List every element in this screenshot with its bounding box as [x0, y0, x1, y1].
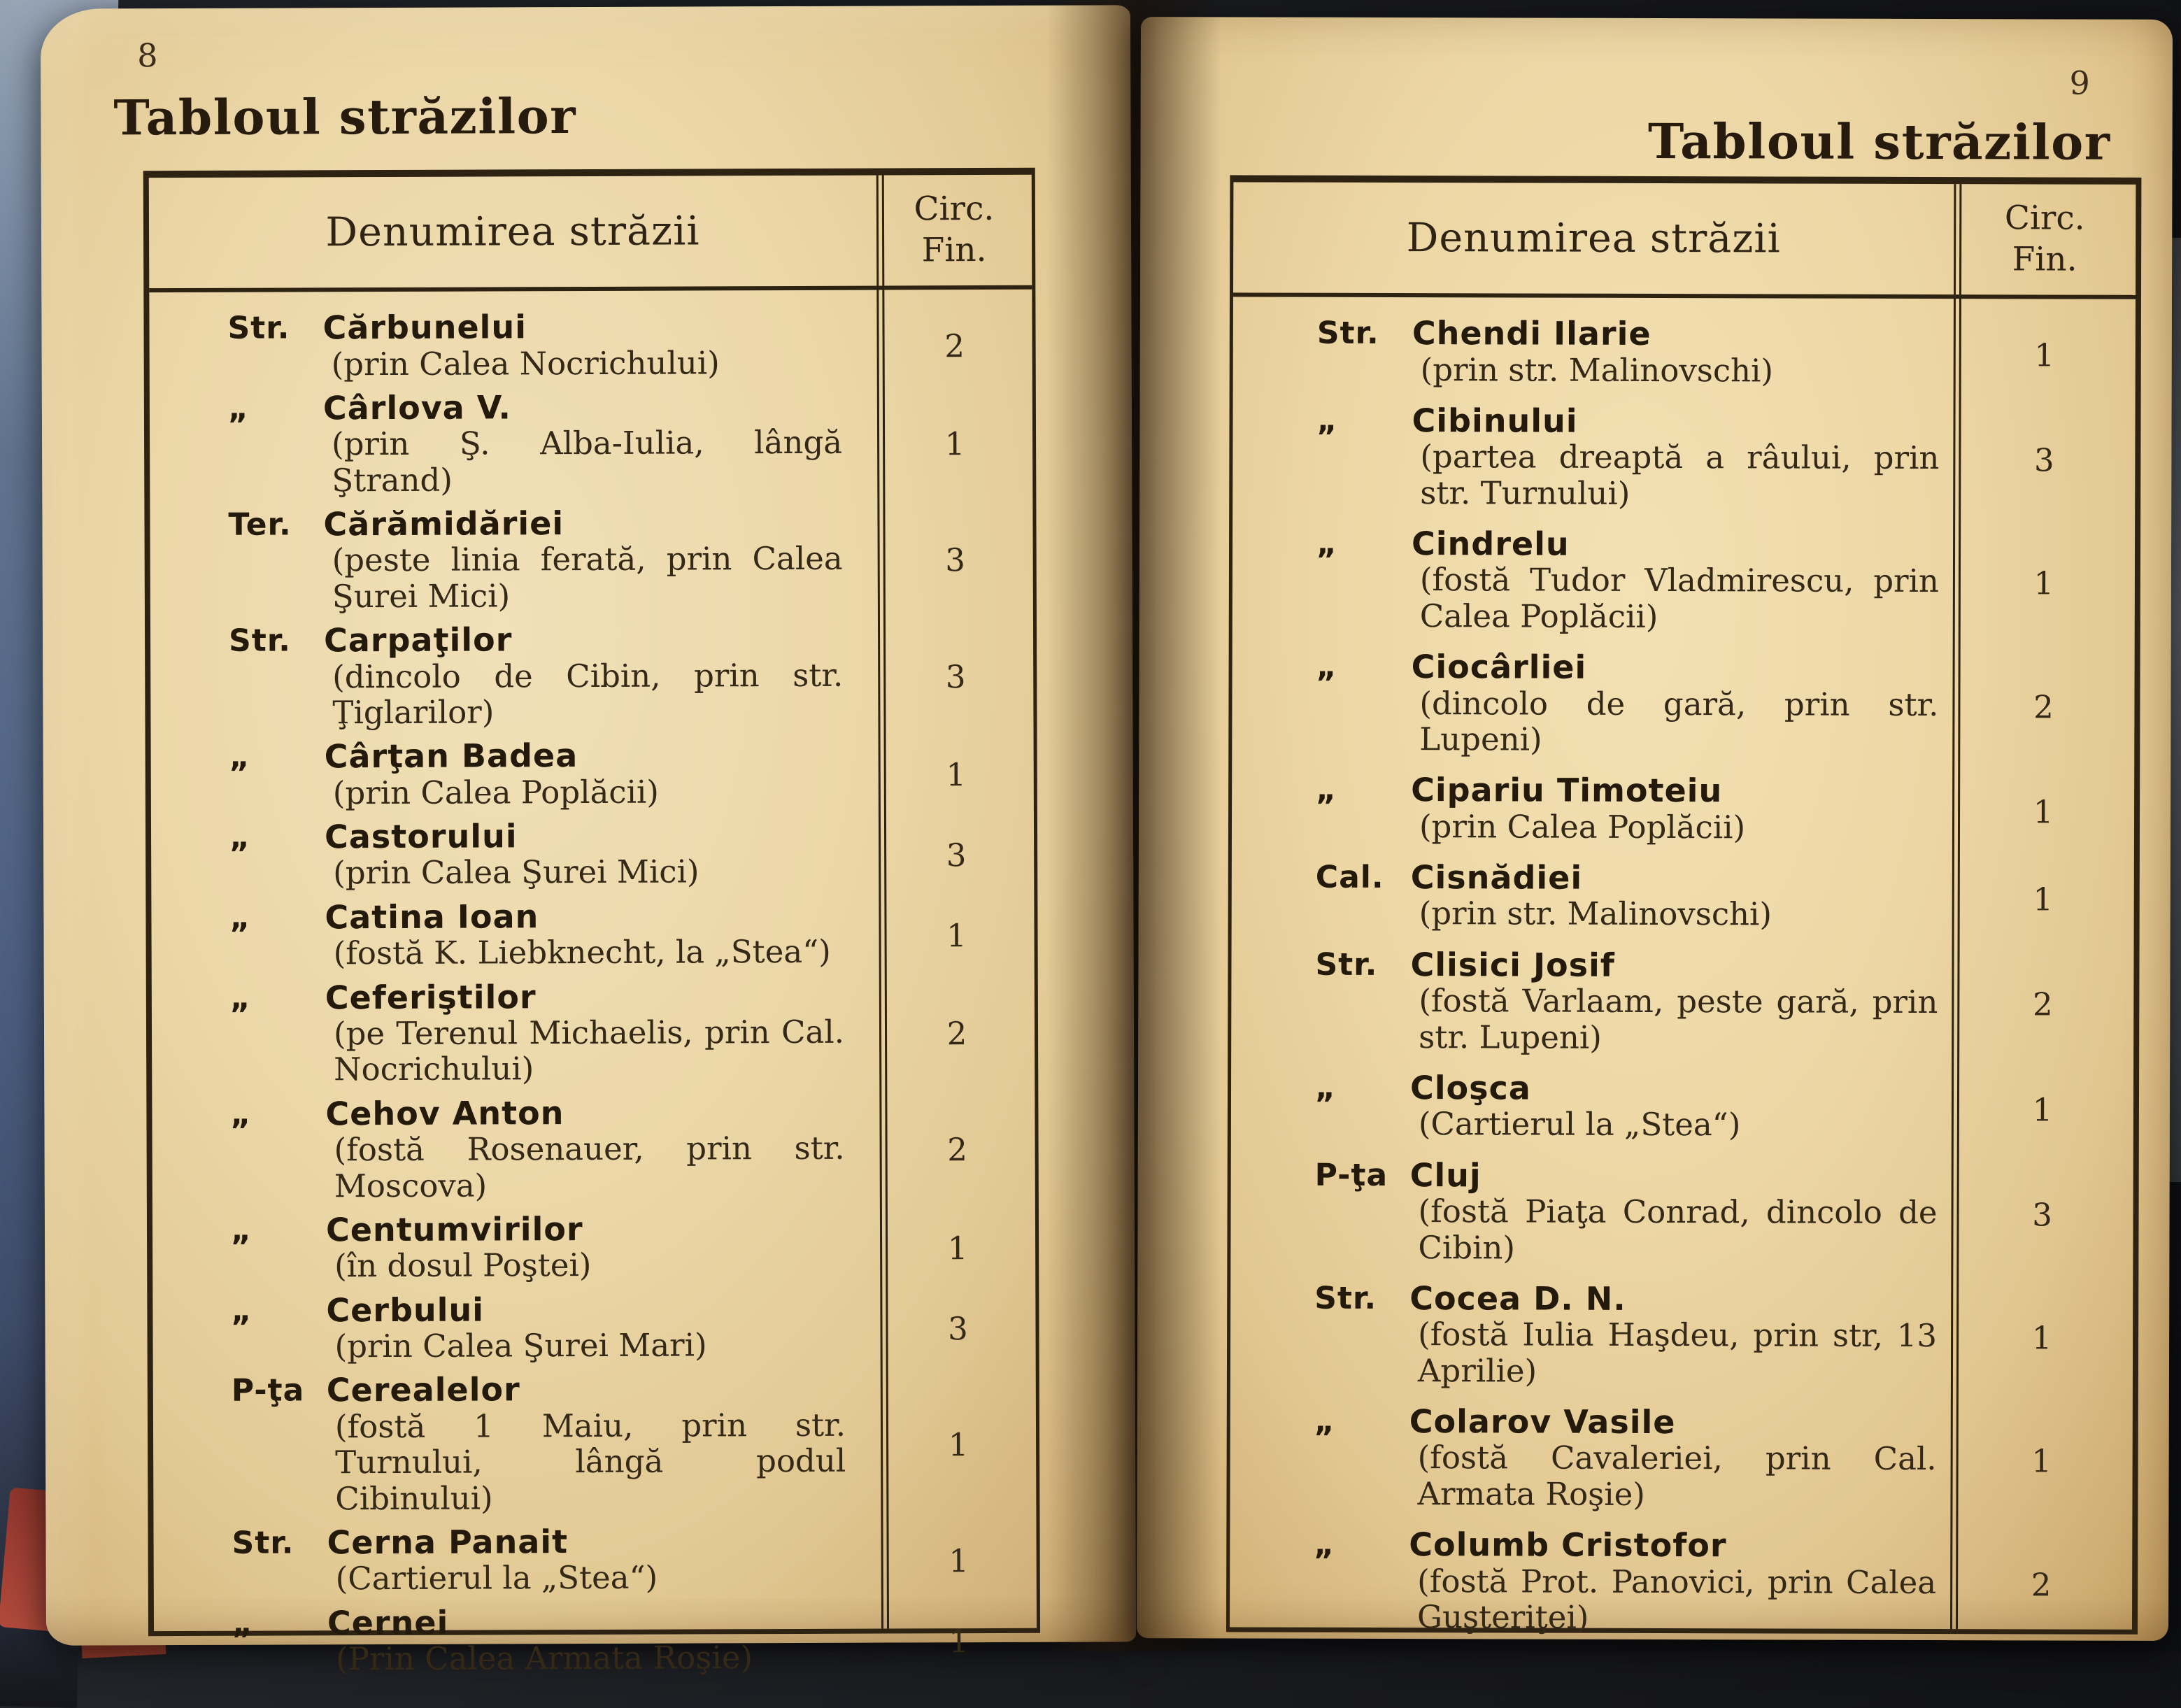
street-entry-main: [1232, 648, 1952, 758]
street-name: Castorului: [324, 817, 518, 856]
street-name: Chendi Ilarie: [1412, 314, 1651, 353]
street-entry: [1230, 1280, 2133, 1390]
street-entry-text: [1412, 526, 1953, 635]
street-description: (prin Calea Şurei Mari): [334, 1326, 707, 1365]
street-entry-main: [152, 1210, 880, 1284]
street-entry-text: [1411, 649, 1952, 758]
street-entry-text: [1409, 1404, 1950, 1513]
street-entry-main: [150, 388, 878, 499]
table-body: [1230, 297, 2136, 1636]
street-description: (prin Ş. Alba-Iulia, lângă Ştrand): [332, 424, 843, 499]
street-entry-text: [1410, 947, 1952, 1056]
district-number: 3: [945, 541, 966, 579]
table-header-row: [1233, 182, 2136, 299]
street-description: (dincolo de gară, prin str. Lupeni): [1419, 684, 1939, 758]
street-entry: [1232, 402, 2135, 512]
street-type-abbrev: P-ţa: [1314, 1157, 1388, 1193]
street-entry-text: [325, 737, 879, 811]
street-type-abbrev: Cal.: [1315, 859, 1384, 895]
street-entry-main: [1232, 859, 1952, 933]
street-entry-main: [151, 897, 879, 972]
street-entry: [154, 1602, 1037, 1677]
page-number: 8: [137, 36, 158, 75]
district-number: 3: [946, 836, 967, 874]
street-type-abbrev: „: [1316, 648, 1337, 685]
district-number: 2: [2033, 688, 2054, 726]
street-entry-text: [327, 1523, 881, 1597]
street-description: (fostă Tudor Vladmirescu, prin Calea Poplăcii): [1419, 561, 1939, 635]
street-description: (fostă K. Liebknecht, la „Stea“): [333, 933, 831, 972]
street-description: (fostă Rosenauer, prin str. Moscova): [334, 1129, 845, 1204]
street-type-abbrev: „: [231, 1293, 253, 1329]
street-entry: [1232, 772, 2134, 846]
street-entry: [152, 977, 1035, 1088]
street-entry: [150, 620, 1034, 732]
street-name: Carpaţilor: [323, 620, 513, 660]
street-description: (dincolo de Cibin, prin str. Ţiglarilor): [332, 656, 844, 732]
street-entry-main: [150, 504, 878, 615]
street-description: (prin str. Malinovschi): [1420, 350, 1774, 389]
street-name: Ciocârliei: [1411, 648, 1587, 686]
street-entry: [153, 1370, 1037, 1517]
district-number: 1: [2033, 881, 2054, 918]
street-entry: [151, 736, 1034, 811]
street-entry: [1230, 1157, 2133, 1267]
street-name: Cibinului: [1412, 401, 1578, 440]
street-name: Ceferiştilor: [325, 977, 537, 1016]
street-name: Cârlova V.: [322, 388, 512, 427]
street-type-abbrev: „: [230, 1212, 253, 1248]
column-header-circ-line2: Fin.: [921, 231, 987, 270]
street-entry: [1232, 525, 2135, 635]
street-description: (prin str. Malinovschi): [1419, 895, 1772, 933]
street-type-abbrev: Str.: [228, 622, 292, 659]
page-title: Tabloul străzilor: [1647, 113, 2111, 171]
district-number: 1: [2033, 793, 2054, 831]
street-name: Cloşca: [1409, 1068, 1531, 1107]
district-number: 1: [946, 916, 967, 954]
district-number: 2: [2032, 985, 2053, 1023]
district-number: 1: [949, 1542, 969, 1579]
street-entry: [1230, 1403, 2132, 1513]
street-description: (pe Terenul Michaelis, prin Cal. Nocrichului): [333, 1013, 845, 1088]
column-header-circ-line2: Fin.: [2012, 240, 2077, 279]
street-entry-main: [152, 1094, 880, 1204]
street-entry-main: [1230, 1526, 1950, 1636]
streets-table: [1226, 175, 2141, 1634]
street-entry-text: [323, 504, 878, 614]
street-description: (fostă 1 Maiu, prin str. Turnului, lângă podul Cibinului): [334, 1406, 846, 1517]
street-entry: [1232, 859, 2134, 933]
column-header-street-name: Denumirea străzii: [325, 208, 700, 256]
street-entry-text: [324, 621, 879, 731]
street-description: (fostă Varlaam, peste gară, prin str. Lupeni): [1419, 982, 1938, 1056]
street-entry-text: [1412, 403, 1953, 512]
street-name: Clisici Josif: [1410, 945, 1615, 984]
street-entry-main: [151, 818, 879, 892]
street-entry: [1233, 315, 2136, 389]
street-entry-text: [325, 897, 879, 972]
street-entry-main: [1232, 525, 1953, 635]
district-number: 2: [944, 327, 965, 365]
street-name: Centumvirilor: [325, 1209, 583, 1249]
street-description: (în dosul Poştei): [334, 1246, 592, 1285]
street-entry: [151, 817, 1034, 892]
district-number: 1: [946, 756, 967, 794]
street-entry-text: [1412, 315, 1954, 389]
street-entry: [1232, 648, 2134, 758]
street-name: Colarov Vasile: [1409, 1402, 1676, 1441]
street-description: (partea dreaptă a râului, prin str. Turnului): [1420, 438, 1940, 512]
street-entry-text: [326, 1290, 880, 1365]
street-description: (fostă Piaţa Conrad, dincolo de Cibin): [1418, 1193, 1938, 1266]
street-entry-text: [1409, 1281, 1951, 1390]
street-description: (Cartierul la „Stea“): [1418, 1105, 1741, 1144]
street-type-abbrev: Str.: [1315, 946, 1378, 983]
street-entry-main: [1231, 946, 1952, 1056]
street-type-abbrev: „: [230, 1096, 252, 1132]
district-number: 2: [947, 1131, 968, 1169]
district-number: 1: [948, 1425, 969, 1463]
column-header-circ-line1: Circ.: [2004, 199, 2085, 238]
street-type-abbrev: „: [232, 1605, 253, 1642]
street-name: Cluj: [1409, 1155, 1482, 1195]
street-entry-text: [1411, 772, 1952, 846]
page-number: 9: [2069, 64, 2090, 102]
street-type-abbrev: Str.: [1314, 1280, 1377, 1316]
street-entry-text: [323, 388, 878, 498]
street-description: (prin Calea Poplăcii): [332, 773, 660, 811]
street-entry: [152, 1093, 1035, 1204]
column-header-district: [876, 175, 1032, 286]
street-description: (fostă Iulia Haşdeu, prin str, 13 Aprilie): [1417, 1316, 1938, 1390]
street-description: (prin Calea Şurei Mici): [333, 853, 699, 892]
street-entry-text: [325, 818, 879, 892]
street-entry: [150, 388, 1033, 499]
district-number: 1: [2031, 1319, 2052, 1357]
street-entry: [152, 1290, 1035, 1365]
street-name: Cerbului: [326, 1290, 485, 1329]
street-entry-text: [1411, 860, 1952, 933]
street-type-abbrev: „: [229, 899, 251, 936]
street-entry-text: [326, 1210, 880, 1284]
district-number: 1: [2031, 1442, 2052, 1480]
district-number: 3: [2033, 441, 2054, 479]
street-entry: [151, 897, 1034, 972]
street-entry: [1231, 946, 2133, 1056]
column-header-street-name: Denumirea străzii: [1406, 215, 1781, 262]
page-title: Tabloul străzilor: [113, 88, 577, 147]
street-name: Cărbunelui: [322, 308, 527, 347]
street-name: Cehov Anton: [325, 1093, 564, 1133]
street-description: (prin Calea Poplăcii): [1419, 807, 1746, 846]
street-type-abbrev: „: [1316, 771, 1337, 808]
street-name: Cârţan Badea: [324, 736, 578, 776]
street-type-abbrev: Ter.: [228, 506, 292, 543]
book-page-left: [41, 5, 1136, 1678]
street-entry-main: [1230, 1157, 1951, 1267]
street-name: Columb Cristofor: [1409, 1525, 1727, 1565]
column-header-circ-line1: Circ.: [914, 190, 995, 229]
table-body: [149, 290, 1037, 1678]
district-number: 2: [946, 1015, 967, 1053]
street-type-abbrev: „: [1316, 525, 1338, 562]
street-entry-text: [322, 308, 876, 383]
street-entry-main: [1230, 1403, 1950, 1513]
street-type-abbrev: „: [1314, 1069, 1337, 1106]
street-description: (Cartierul la „Stea“): [335, 1559, 658, 1597]
street-entry-main: [1232, 402, 1953, 512]
district-number: 1: [949, 1622, 969, 1660]
district-number: 1: [2032, 1091, 2053, 1129]
streets-table: [143, 168, 1040, 1678]
street-type-abbrev: P-ţa: [231, 1372, 305, 1409]
street-name: Cărămidăriei: [323, 504, 564, 543]
street-entry-text: [325, 1094, 880, 1204]
street-entry: [1230, 1526, 2132, 1636]
street-type-abbrev: „: [229, 819, 251, 855]
street-entry-text: [1410, 1070, 1952, 1144]
district-number: 2: [2031, 1565, 2052, 1604]
street-type-abbrev: „: [229, 739, 250, 775]
street-name: Cocea D. N.: [1409, 1279, 1626, 1318]
street-type-abbrev: „: [1316, 402, 1338, 439]
street-description: (Prin Calea Armata Roşie): [336, 1639, 753, 1678]
district-number: 3: [945, 657, 966, 695]
street-name: Cerealelor: [326, 1370, 520, 1409]
street-entry-main: [151, 737, 879, 811]
district-number: 1: [947, 1229, 968, 1267]
street-entry-text: [1409, 1155, 1951, 1267]
street-entry-main: [1232, 772, 1952, 846]
street-type-abbrev: Str.: [232, 1525, 294, 1561]
street-description: (peste linia ferată, prin Calea Şurei Mici): [332, 540, 843, 615]
street-name: Cindrelu: [1411, 525, 1570, 563]
street-name: Cerna Panait: [327, 1522, 569, 1562]
table-header-row: [149, 175, 1032, 292]
street-entry: [150, 504, 1033, 615]
street-type-abbrev: „: [229, 980, 251, 1016]
street-entry-main: [153, 1371, 881, 1517]
street-entry: [153, 1523, 1036, 1597]
street-type-abbrev: „: [1314, 1403, 1335, 1439]
street-name: Cipariu Timoteiu: [1411, 771, 1723, 810]
street-entry-main: [1230, 1280, 1951, 1390]
street-entry-text: [327, 1603, 881, 1677]
street-type-abbrev: „: [1314, 1526, 1335, 1563]
street-entry-main: [152, 1290, 880, 1365]
street-entry-main: [150, 621, 879, 732]
district-number: 1: [2034, 336, 2055, 374]
street-type-abbrev: Str.: [1316, 315, 1379, 351]
district-number: 3: [2032, 1196, 2052, 1234]
street-description: (prin Calea Nocrichului): [331, 343, 720, 383]
street-entry-text: [1409, 1527, 1950, 1636]
street-entry-main: [149, 308, 876, 383]
street-entry-text: [327, 1371, 881, 1516]
street-entry: [1231, 1069, 2133, 1144]
book-page-right: [1137, 17, 2173, 1641]
column-header-district: [1954, 184, 2136, 295]
district-number: 1: [2033, 564, 2054, 602]
street-entry-main: [1233, 315, 1954, 389]
street-name: Catina Ioan: [325, 897, 539, 937]
street-entry-main: [152, 978, 880, 1088]
district-number: 1: [944, 425, 965, 463]
street-entry-main: [154, 1603, 881, 1677]
street-entry: [149, 308, 1032, 383]
district-number: 3: [948, 1309, 968, 1347]
street-name: Cisnădiei: [1410, 858, 1583, 897]
street-entry-main: [1231, 1069, 1952, 1144]
street-name: Cernei: [327, 1603, 449, 1642]
street-entry-text: [325, 978, 880, 1088]
street-description: (fostă Cavaleriei, prin Cal. Armata Roşie): [1417, 1439, 1937, 1513]
street-description: (fostă Prot. Panovici, prin Calea Guşteriţei): [1416, 1562, 1937, 1636]
street-entry: [152, 1210, 1035, 1285]
street-type-abbrev: Str.: [227, 310, 290, 346]
street-type-abbrev: „: [227, 390, 249, 427]
street-entry-main: [153, 1523, 881, 1597]
